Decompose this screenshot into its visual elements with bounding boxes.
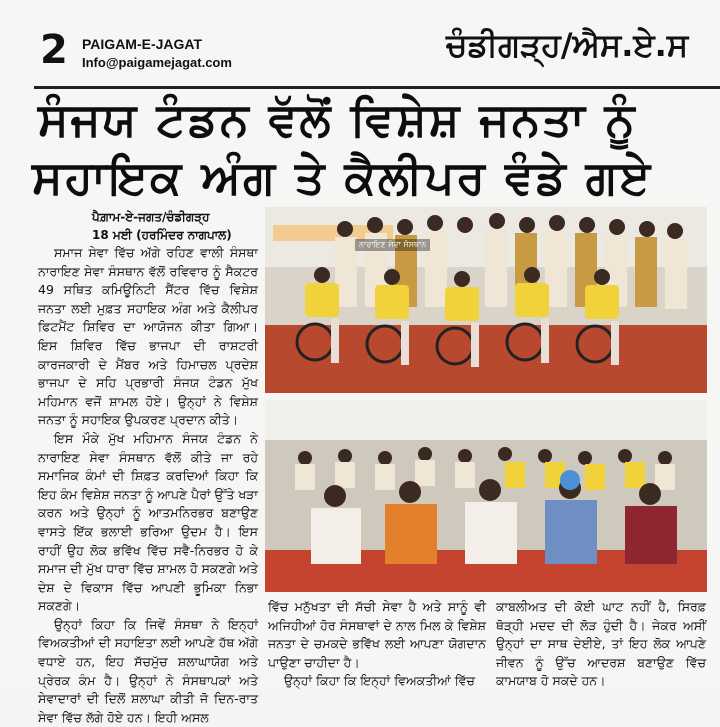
headline-line-1: ਸੰਜਯ ਟੰਡਨ ਵੱਲੋਂ ਵਿਸ਼ੇਸ਼ ਜਨਤਾ ਨੂੰ — [38, 92, 637, 146]
page-header — [0, 0, 720, 86]
photo-illustration — [265, 207, 707, 393]
header-rule — [34, 86, 720, 89]
paragraph: ਉਨ੍ਹਾਂ ਕਿਹਾ ਕਿ ਇਨ੍ਹਾਂ ਵਿਅਕਤੀਆਂ ਵਿੱਚ — [284, 673, 475, 689]
event-photo-audience — [265, 400, 707, 592]
paragraph: ਕਾਬਲੀਅਤ ਦੀ ਕੋਈ ਘਾਟ ਨਹੀਂ ਹੈ, ਸਿਰਫ਼ ਥੋੜ੍ਹੀ ਮਦਦ ਦੀ ਲੋੜ ਹੁੰਦੀ ਹੈ। ਜੇਕਰ ਅਸੀਂ ਉਨ੍ਹਾਂ ਦਾ ਸਾਥ ਦੇਈਏ, ਤਾਂ ਇਹ ਲੋਕ ਆਪਣੇ ਜੀਵਨ ਨੂੰ ਉੱਚ ਆਦਰਸ਼ ਬਣਾਉਣ ਵਿੱਚ ਕਾਮਯਾਬ ਹੋ ਸਕਦੇ ਹਨ। — [496, 599, 706, 689]
photo-banner-text: ਨਾਰਾਇਣ ਸੇਵਾ ਸੰਸਥਾਨ — [355, 239, 430, 251]
headline-line-2: ਸਹਾਇਕ ਅੰਗ ਤੇ ਕੈਲੀਪਰ ਵੰਡੇ ਗਏ — [32, 150, 653, 204]
paragraph: ਸਮਾਜ ਸੇਵਾ ਵਿੱਚ ਅੱਗੇ ਰਹਿਣ ਵਾਲੀ ਸੰਸਥਾ ਨਾਰਾਇਣ ਸੇਵਾ ਸੰਸਥਾਨ ਵੱਲੋਂ ਰਵਿਵਾਰ ਨੂੰ ਸੈਕਟਰ 49 ਸਥਿਤ ਕਮਿਊਨਿਟੀ ਸੈਂਟਰ ਵਿੱਚ ਵਿਸ਼ੇਸ਼ ਜਨਤਾ ਲਈ ਮੁਫ਼ਤ ਸਹਾਇਕ ਅੰਗ ਅਤੇ ਕੈਲੀਪਰ ਫਿਟਮੈਂਟ ਸ਼ਿਵਿਰ ਦਾ ਆਯੋਜਨ ਕੀਤਾ ਗਿਆ। ਇਸ ਸ਼ਿਵਿਰ ਵਿੱਚ ਭਾਜਪਾ ਦੀ ਰਾਸ਼ਟਰੀ ਕਾਰਜਕਾਰੀ ਦੇ ਮੈਂਬਰ ਅਤੇ ਹਿਮਾਚਲ ਪ੍ਰਦੇਸ਼ ਭਾਜਪਾ ਦੇ ਸਹਿ ਪ੍ਰਭਾਰੀ ਸੰਜਯ ਟੰਡਨ ਮੁੱਖ ਮਹਿਮਾਨ ਵਜੋਂ ਸ਼ਾਮਲ ਹੋਏ। ਉਨ੍ਹਾਂ ਨੇ ਵਿਸ਼ੇਸ਼ ਜਨਤਾ ਨੂੰ ਸਹਾਇਕ ਉਪਕਰਣ ਪ੍ਰਦਾਨ ਕੀਤੇ। — [38, 245, 258, 428]
article-date: 18 ਮਈ (ਹਰਮਿੰਦਰ ਨਾਗਪਾਲ) — [92, 228, 232, 242]
paragraph: ਵਿੱਚ ਮਨੁੱਖਤਾ ਦੀ ਸੱਚੀ ਸੇਵਾ ਹੈ ਅਤੇ ਸਾਨੂੰ ਵੀ ਅਜਿਹੀਆਂ ਹੋਰ ਸੰਸਥਾਵਾਂ ਦੇ ਨਾਲ ਮਿਲ ਕੇ ਵਿਸ਼ੇਸ਼ ਜਨਤਾ ਦੇ ਚਮਕਦੇ ਭਵਿੱਖ ਲਈ ਆਪਣਾ ਯੋਗਦਾਨ ਪਾਉਣਾ ਚਾਹੀਦਾ ਹੈ। — [268, 599, 486, 670]
contact-email: Info@paigamejagat.com — [82, 55, 232, 70]
article-column-2 — [268, 598, 486, 689]
photo-illustration — [265, 400, 707, 592]
article-column-3 — [496, 598, 706, 689]
paragraph: ਇਸ ਮੌਕੇ ਮੁੱਖ ਮਹਿਮਾਨ ਸੰਜਯ ਟੰਡਨ ਨੇ ਨਾਰਾਇਣ ਸੇਵਾ ਸੰਸਥਾਨ ਵੱਲੋਂ ਕੀਤੇ ਜਾ ਰਹੇ ਸਮਾਜਿਕ ਕੰਮਾਂ ਦੀ ਸ਼ਿਫ਼ਤ ਕਰਦਿਆਂ ਕਿਹਾ ਕਿ ਇਹ ਕੰਮ ਵਿਸ਼ੇਸ਼ ਜਨਤਾ ਨੂੰ ਆਪਣੇ ਪੈਰਾਂ ਉੱਤੇ ਖੜਾ ਕਰਨ ਅਤੇ ਉਨ੍ਹਾਂ ਨੂੰ ਆਤਮਨਿਰਭਰ ਬਣਾਉਣ ਵਾਸਤੇ ਇੱਕ ਭਲਾਈ ਭਰਿਆ ਉਦਮ ਹੈ। ਇਸ ਰਾਹੀਂ ਉਹ ਲੋਕ ਭਵਿੱਖ ਵਿੱਚ ਸਵੈ-ਨਿਰਭਰ ਹੋ ਕੇ ਸਮਾਜ ਦੀ ਮੁੱਖ ਧਾਰਾ ਵਿੱਚ ਸ਼ਾਮਲ ਹੋ ਸਕਣਗੇ ਅਤੇ ਦੇਸ਼ ਦੇ ਵਿਕਾਸ ਵਿੱਚ ਆਪਣੀ ਭੂਮਿਕਾ ਨਿਭਾ ਸਕਣਗੇ। — [38, 430, 259, 614]
paragraph: ਉਨ੍ਹਾਂ ਕਿਹਾ ਕਿ ਜਿਵੇਂ ਸੰਸਥਾ ਨੇ ਇਨ੍ਹਾਂ ਵਿਅਕਤੀਆਂ ਦੀ ਸਹਾਇਤਾ ਲਈ ਆਪਣੇ ਹੱਥ ਅੱਗੇ ਵਧਾਏ ਹਨ, ਇਹ ਸੱਚਮੁੱਚ ਸ਼ਲਾਘਾਯੋਗ ਅਤੇ ਪ੍ਰੇਰਕ ਕੰਮ ਹੈ। ਉਨ੍ਹਾਂ ਨੇ ਸੰਸਥਾਪਕਾਂ ਅਤੇ ਸੇਵਾਦਾਰਾਂ ਦੀ ਦਿਲੋਂ ਸ਼ਲਾਘਾ ਕੀਤੀ ਜੋ ਦਿਨ-ਰਾਤ ਸੇਵਾ ਵਿੱਚ ਲੱਗੇ ਹੋਏ ਹਨ। ਇਹੀ ਅਸਲ — [38, 616, 258, 725]
article-column-1 — [38, 244, 259, 725]
masthead-brand: PAIGAM-E-JAGAT — [82, 36, 203, 52]
article-byline: ਪੈਗ਼ਾਮ-ਏ-ਜਗਤ/ਚੰਡੀਗੜ੍ਹ — [92, 210, 210, 224]
dateline: ਚੰਡੀਗੜ੍ਹ/ਐਸ.ਏ.ਸ — [446, 26, 689, 64]
page-number: 2 — [40, 27, 68, 73]
event-photo-wheelchairs — [265, 207, 707, 393]
